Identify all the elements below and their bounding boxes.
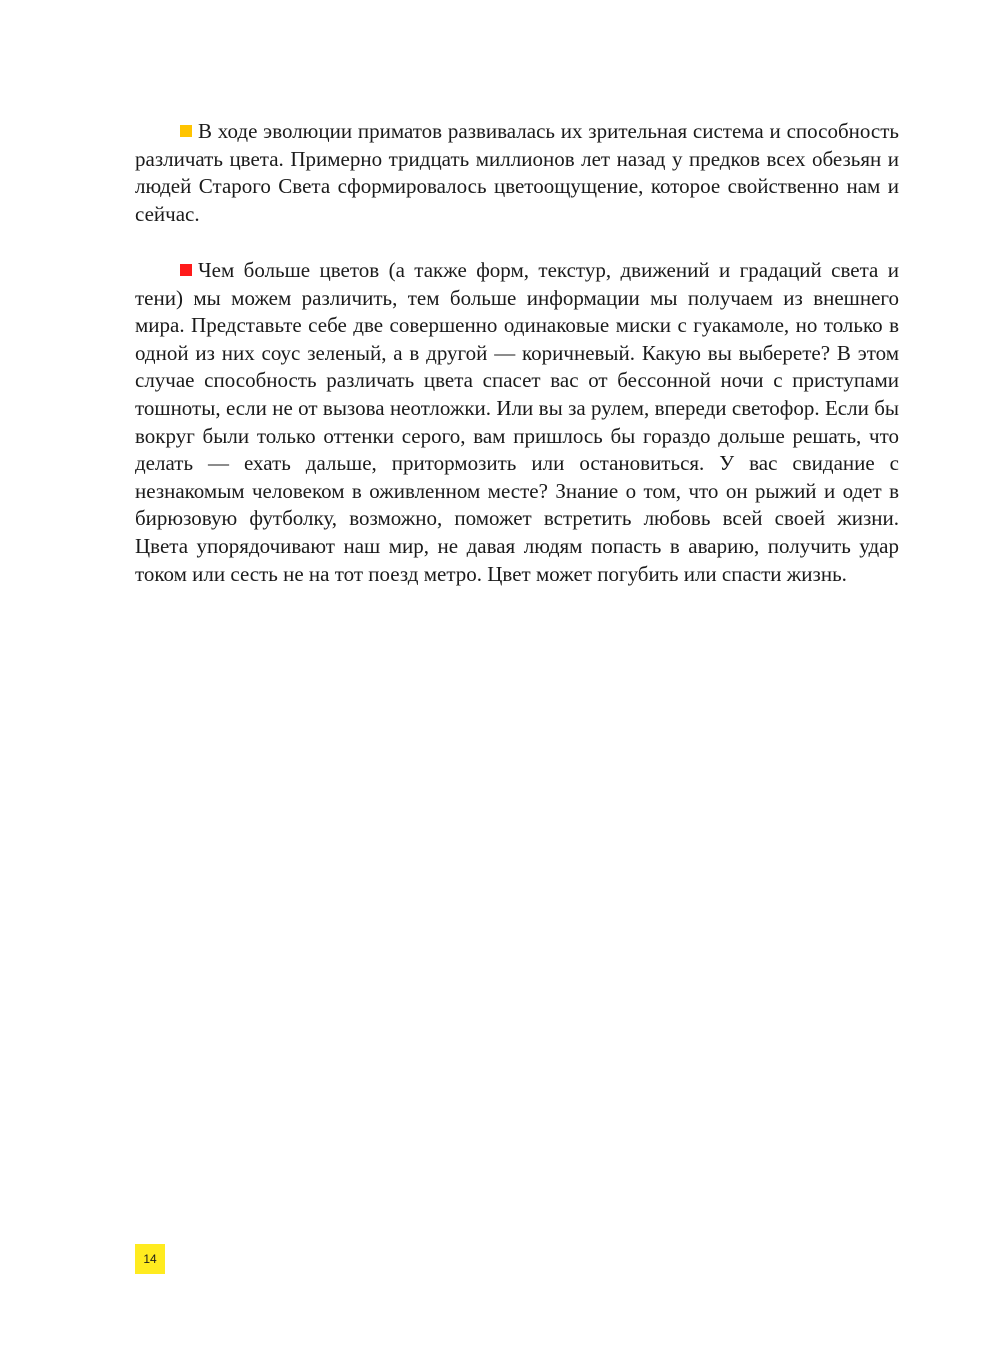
paragraph-primate-evolution [135, 118, 899, 228]
red-square-bullet-icon [180, 264, 192, 276]
page-number: 14 [143, 1252, 157, 1266]
paragraph-text: В ходе эволюции приматов развивалась их зрительная система и способность различать цвета. Примерно тридцать миллионов лет назад у предков всех обезьян и людей Старого Света сформировалось цветоощущение, которое свойственно нам и сейчас. [135, 119, 899, 226]
yellow-square-bullet-icon [180, 125, 192, 137]
paragraph-text: Чем больше цветов (а также форм, текстур, движений и градаций света и тени) мы можем различить, тем больше информации мы получаем из внешнего мира. Представьте себе две совершенно одинаковые миски с гуакамоле, но только в одной из них соус зеленый, а в другой — коричневый. Какую вы выберете? В этом случае способность различать цвета спасет вас от бессонной ночи с приступами тошноты, если не от вызова неотложки. Или вы за рулем, впереди светофор. Если бы вокруг были только оттенки серого, вам пришлось бы гораздо дольше решать, что делать — ехать дальше, притормозить или остановиться. У вас свидание с незнакомым человеком в оживленном месте? Знание о том, что он рыжий и одет в бирюзовую футболку, возможно, поможет встретить любовь всей своей жизни. Цвета упорядочивают наш мир, не давая людям попасть в аварию, получить удар током или сесть не на тот поезд метро. Цвет может погубить или спасти жизнь. [135, 258, 899, 586]
page-number-badge [135, 1244, 165, 1274]
paragraph-color-importance [135, 257, 899, 588]
